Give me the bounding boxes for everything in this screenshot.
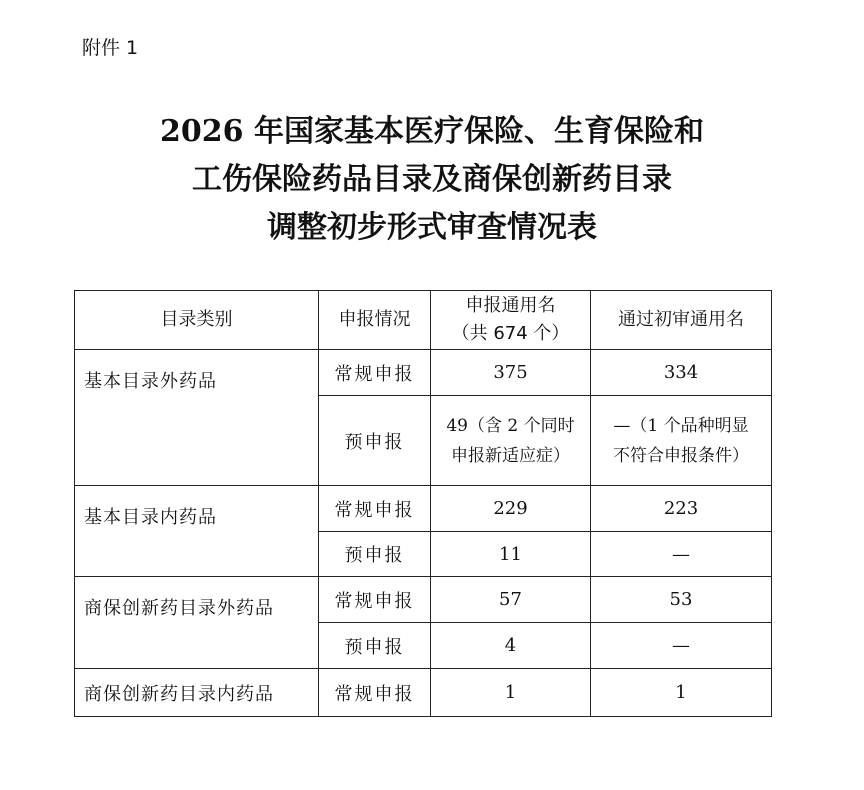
passed-count-cell: —	[591, 532, 772, 577]
declaration-type-cell: 常规申报	[319, 669, 431, 717]
table-row	[75, 350, 772, 396]
passed-note-line-2: 不符合申报条件）	[613, 445, 749, 466]
header-status: 申报情况	[319, 291, 431, 350]
declaration-type-cell: 预申报	[319, 623, 431, 669]
review-summary-table	[74, 290, 772, 717]
declared-count-cell: 375	[431, 350, 591, 396]
declared-count-cell: 57	[431, 577, 591, 623]
table-row	[75, 669, 772, 717]
passed-count-cell	[591, 396, 772, 486]
declared-count-cell: 11	[431, 532, 591, 577]
declaration-type-cell: 预申报	[319, 532, 431, 577]
title-line-1: 2026 年国家基本医疗保险、生育保险和	[160, 114, 704, 149]
category-cell: 基本目录外药品	[75, 350, 319, 486]
table-header-row	[75, 291, 772, 350]
declared-note-line-2: 申报新适应症）	[451, 445, 570, 466]
declared-count-cell: 1	[431, 669, 591, 717]
declaration-type-cell: 常规申报	[319, 350, 431, 396]
header-declared	[431, 291, 591, 350]
header-declared-line-1: 申报通用名	[465, 295, 556, 316]
category-cell: 商保创新药目录内药品	[75, 669, 319, 717]
declared-note-line-1: 49（含 2 个同时	[446, 415, 575, 436]
declaration-type-cell: 常规申报	[319, 577, 431, 623]
header-passed: 通过初审通用名	[591, 291, 772, 350]
attachment-label: 附件 1	[82, 37, 139, 59]
header-category: 目录类别	[75, 291, 319, 350]
declared-count-cell: 229	[431, 486, 591, 532]
passed-note-line-1: —（1 个品种明显	[613, 415, 749, 436]
passed-count-cell: 1	[591, 669, 772, 717]
category-cell: 商保创新药目录外药品	[75, 577, 319, 669]
declared-count-cell	[431, 396, 591, 486]
passed-count-cell: 334	[591, 350, 772, 396]
title-line-2: 工伤保险药品目录及商保创新药目录	[192, 162, 672, 197]
declaration-type-cell: 常规申报	[319, 486, 431, 532]
category-cell: 基本目录内药品	[75, 486, 319, 577]
passed-count-cell: 223	[591, 486, 772, 532]
declared-count-cell: 4	[431, 623, 591, 669]
header-declared-line-2: （共 674 个）	[451, 323, 570, 344]
table-row	[75, 577, 772, 623]
table-row	[75, 486, 772, 532]
passed-count-cell: 53	[591, 577, 772, 623]
passed-count-cell: —	[591, 623, 772, 669]
document-title	[0, 108, 864, 252]
declaration-type-cell: 预申报	[319, 396, 431, 486]
title-line-3: 调整初步形式审查情况表	[267, 210, 597, 245]
